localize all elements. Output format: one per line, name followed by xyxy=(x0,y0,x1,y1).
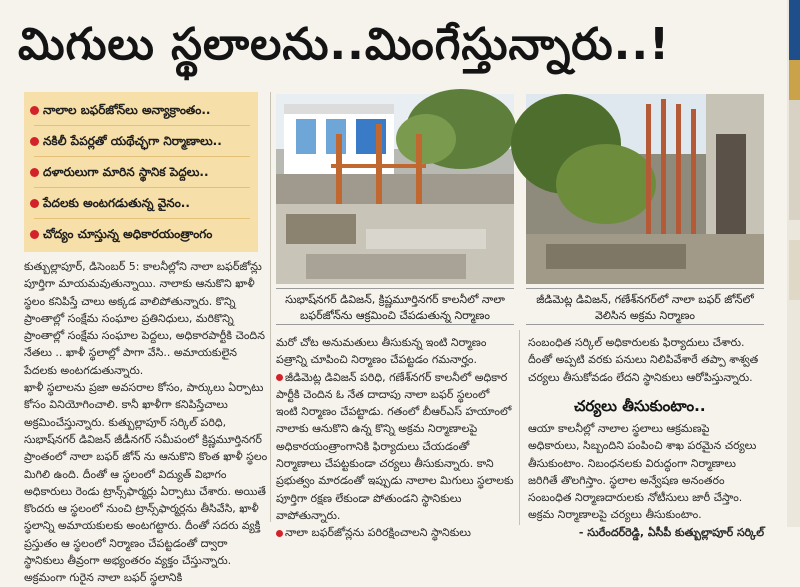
adjacent-page-strip xyxy=(787,0,800,527)
article-column-3 xyxy=(528,334,764,394)
construction-photo-2 xyxy=(526,94,764,284)
highlight-item: పేదలకు అంటగడుతున్న వైనం.. xyxy=(30,191,256,215)
quote-attribution: - సురేందర్‌రెడ్డి, ఏసీపీ కుత్బుల్లాపూర్ సర్కిల్ xyxy=(578,525,764,539)
paragraph-with-bullet: జీడిమెట్ల డివిజన్ పరిధి, గణేశ్‌నగర్ కాలనీలో అధికార పార్టీకి చెందిన ఓ నేత దాదాపు నాలా బఫర్ స్థలంలో ఇంటి నిర్మాణం చేపట్టాడు. గతంలో బీఆర్ఎస్ హయాంలో నాలాకు ఆనుకొని ఉన్న కొన్ని అక్రమ నిర్మాణాలపై అధికారయంత్రాంగానికి ఫిర్యాదులు చేయడంతో నిర్మాణాలు చేపట్టకుండా చర్యలు తీసుకున్నారు. కాని ప్రభుత్వం మారడంతో ఇప్పుడు నాలాల మిగులు స్థలాలకు పూర్తిగా రక్షణ లేకుండా పోతుండని స్థానికులు వాపోతున్నారు. xyxy=(276,370,514,522)
bullet-dot-icon xyxy=(276,530,283,537)
bullet-dot-icon xyxy=(276,374,283,381)
headline: మిగులు స్థలాలను..మింగేస్తున్నారు..! xyxy=(18,19,671,70)
paragraph: కుత్బుల్లాపూర్, డిసెంబర్ 5: కాలనీల్లోని నాలా బఫర్‌జోన్లు పూర్తిగా మాయమవుతున్నాయి. నాలాకు ఆనుకొని ఖాళీ స్థలం కనిపిస్తే చాలు అక్కడ వాలిపోతున్నారు. కొన్ని ప్రాంతాల్లో సంక్షేమ సంఘాల ప్రతినిధులు, మరికొన్ని ప్రాంతాల్లో సంక్షేమ సంఘాల పెద్దలు, అధికారపార్టీకి చెందిన నేతలు .. ఖాళీ స్థలాల్లో పాగా వేసి.. అమాయకులైన పేదలకు అంటగడుతున్నారు. xyxy=(24,260,265,377)
column-rule xyxy=(519,330,520,525)
paragraph: మరో చోట అనుమతులు తీసుకున్న ఇంటి నిర్మాణం పత్రాన్ని చూపించి నిర్మాణం చేపట్టడం గమనార్హం. xyxy=(276,336,487,367)
divider xyxy=(34,218,250,219)
paragraph: ఖాళీ స్థలాలను ప్రజా అవసరాల కోసం, పార్కులు ఏర్పాటు కోసం వినియోగించాలి. కానీ ఖాళీగా కనిపిస్తేచాలు అక్రమించేస్తున్నారు. కుత్బుల్లాపూర్ సర్కిల్ పరిధి, సుభాష్‌నగర్ డివిజన్ జీడీనగర్ సమీపంలో క్రిష్ణమూర్తినగర్ ప్రాంతంలో నాలా బఫర్ జోన్ ను ఆనుకొని కొంత ఖాళీ స్థలం మిగిలి ఉంది. దీంతో ఆ స్థలంలో విద్యుత్ విభాగం అధికారులు రెండు ట్రాన్స్‌ఫార్మర్లు ఏర్పాటు చేశారు. అయితే కొందరు ఆ స్థలంలో నుంచి ట్రాన్స్‌ఫార్మర్లను తీసివేసి, ఖాళీ స్థలాన్ని అమాయకులకు అంటగట్టారు. దీంతో సదరు వ్యక్తి ప్రస్తుతం ఆ స్థలంలో నిర్మాణం చేపట్టడంతో ద్వారా స్థానికులు తీవ్రంగా అభ్యంతరం వ్యక్తం చేస్తున్నారు. అక్రమంగా గురైన నాలా బఫర్ స్థలానికి xyxy=(24,381,268,585)
subheading: చర్యలు తీసుకుంటాం.. xyxy=(574,397,706,415)
divider xyxy=(34,125,250,126)
paragraph: ఆయా కాలనీల్లో నాలాల స్థలాలు ఆక్రమణపై అధికారులు, సిబ్బందిని పంపించి శాఖ పరమైన చర్యలు తీసుకుంటాం. నిబంధనలకు విరుద్ధంగా నిర్మాణాలు జరిగితే తొలగిస్తాం. స్థలాల అన్వేషణ అనంతరం సంబంధిత నిర్మాణదారులకు నోటీసులు జారీ చేస్తాం. అక్రమ నిర్మాణాలపై చర్యలు తీసుకుంటాం. xyxy=(528,422,757,522)
paragraph: సంబంధిత సర్కిల్ అధికారులకు ఫిర్యాదులు చేశారు. దీంతో అప్పటి వరకు పనులు నిలిపివేశారే తప్పా శాశ్వత చర్యలు తీసుకోవడం లేదని స్థానికులు ఆరోపిస్తున్నారు. xyxy=(528,336,759,384)
paragraph-with-bullet: నాలా బఫర్‌జోన్లను పరిరక్షించాలని స్థానికులు xyxy=(276,524,514,541)
article-column-2 xyxy=(276,334,514,540)
divider xyxy=(34,187,250,188)
highlight-item: నకిలీ పేపర్లతో యథేచ్ఛగా నిర్మాణాలు.. xyxy=(30,129,256,153)
bullet-dot-icon xyxy=(30,230,39,239)
bullet-dot-icon xyxy=(30,106,39,115)
bullet-dot-icon xyxy=(30,199,39,208)
bullet-dot-icon xyxy=(30,137,39,146)
highlight-item: దళారులుగా మారిన స్థానిక పెద్దలు.. xyxy=(30,160,256,184)
article-column-1 xyxy=(24,258,268,585)
photo-1-caption: సుభాష్‌నగర్ డివిజన్, క్రిష్ణమూర్తినగర్ కాలనీలో నాలా బఫర్‌జోన్‌ను ఆక్రమించి చేపడుతున్న నిర్మాణం xyxy=(276,288,514,325)
divider xyxy=(34,156,250,157)
highlights-box xyxy=(24,92,258,252)
official-quote xyxy=(528,420,764,539)
highlight-item: చోద్యం చూస్తున్న అధికారయంత్రాంగం xyxy=(30,222,256,246)
highlight-item: నాలాల బఫర్‌జోన్‌లు అన్యాక్రాంతం.. xyxy=(30,98,256,122)
construction-photo-1 xyxy=(276,94,514,284)
bullet-dot-icon xyxy=(30,168,39,177)
column-rule xyxy=(270,92,271,522)
photo-2-caption: జీడిమెట్ల డివిజన్, గణేశ్‌నగర్‌లో నాలా బఫర్ జోన్‌లో వెలిసిన అక్రమ నిర్మాణం xyxy=(526,288,764,325)
